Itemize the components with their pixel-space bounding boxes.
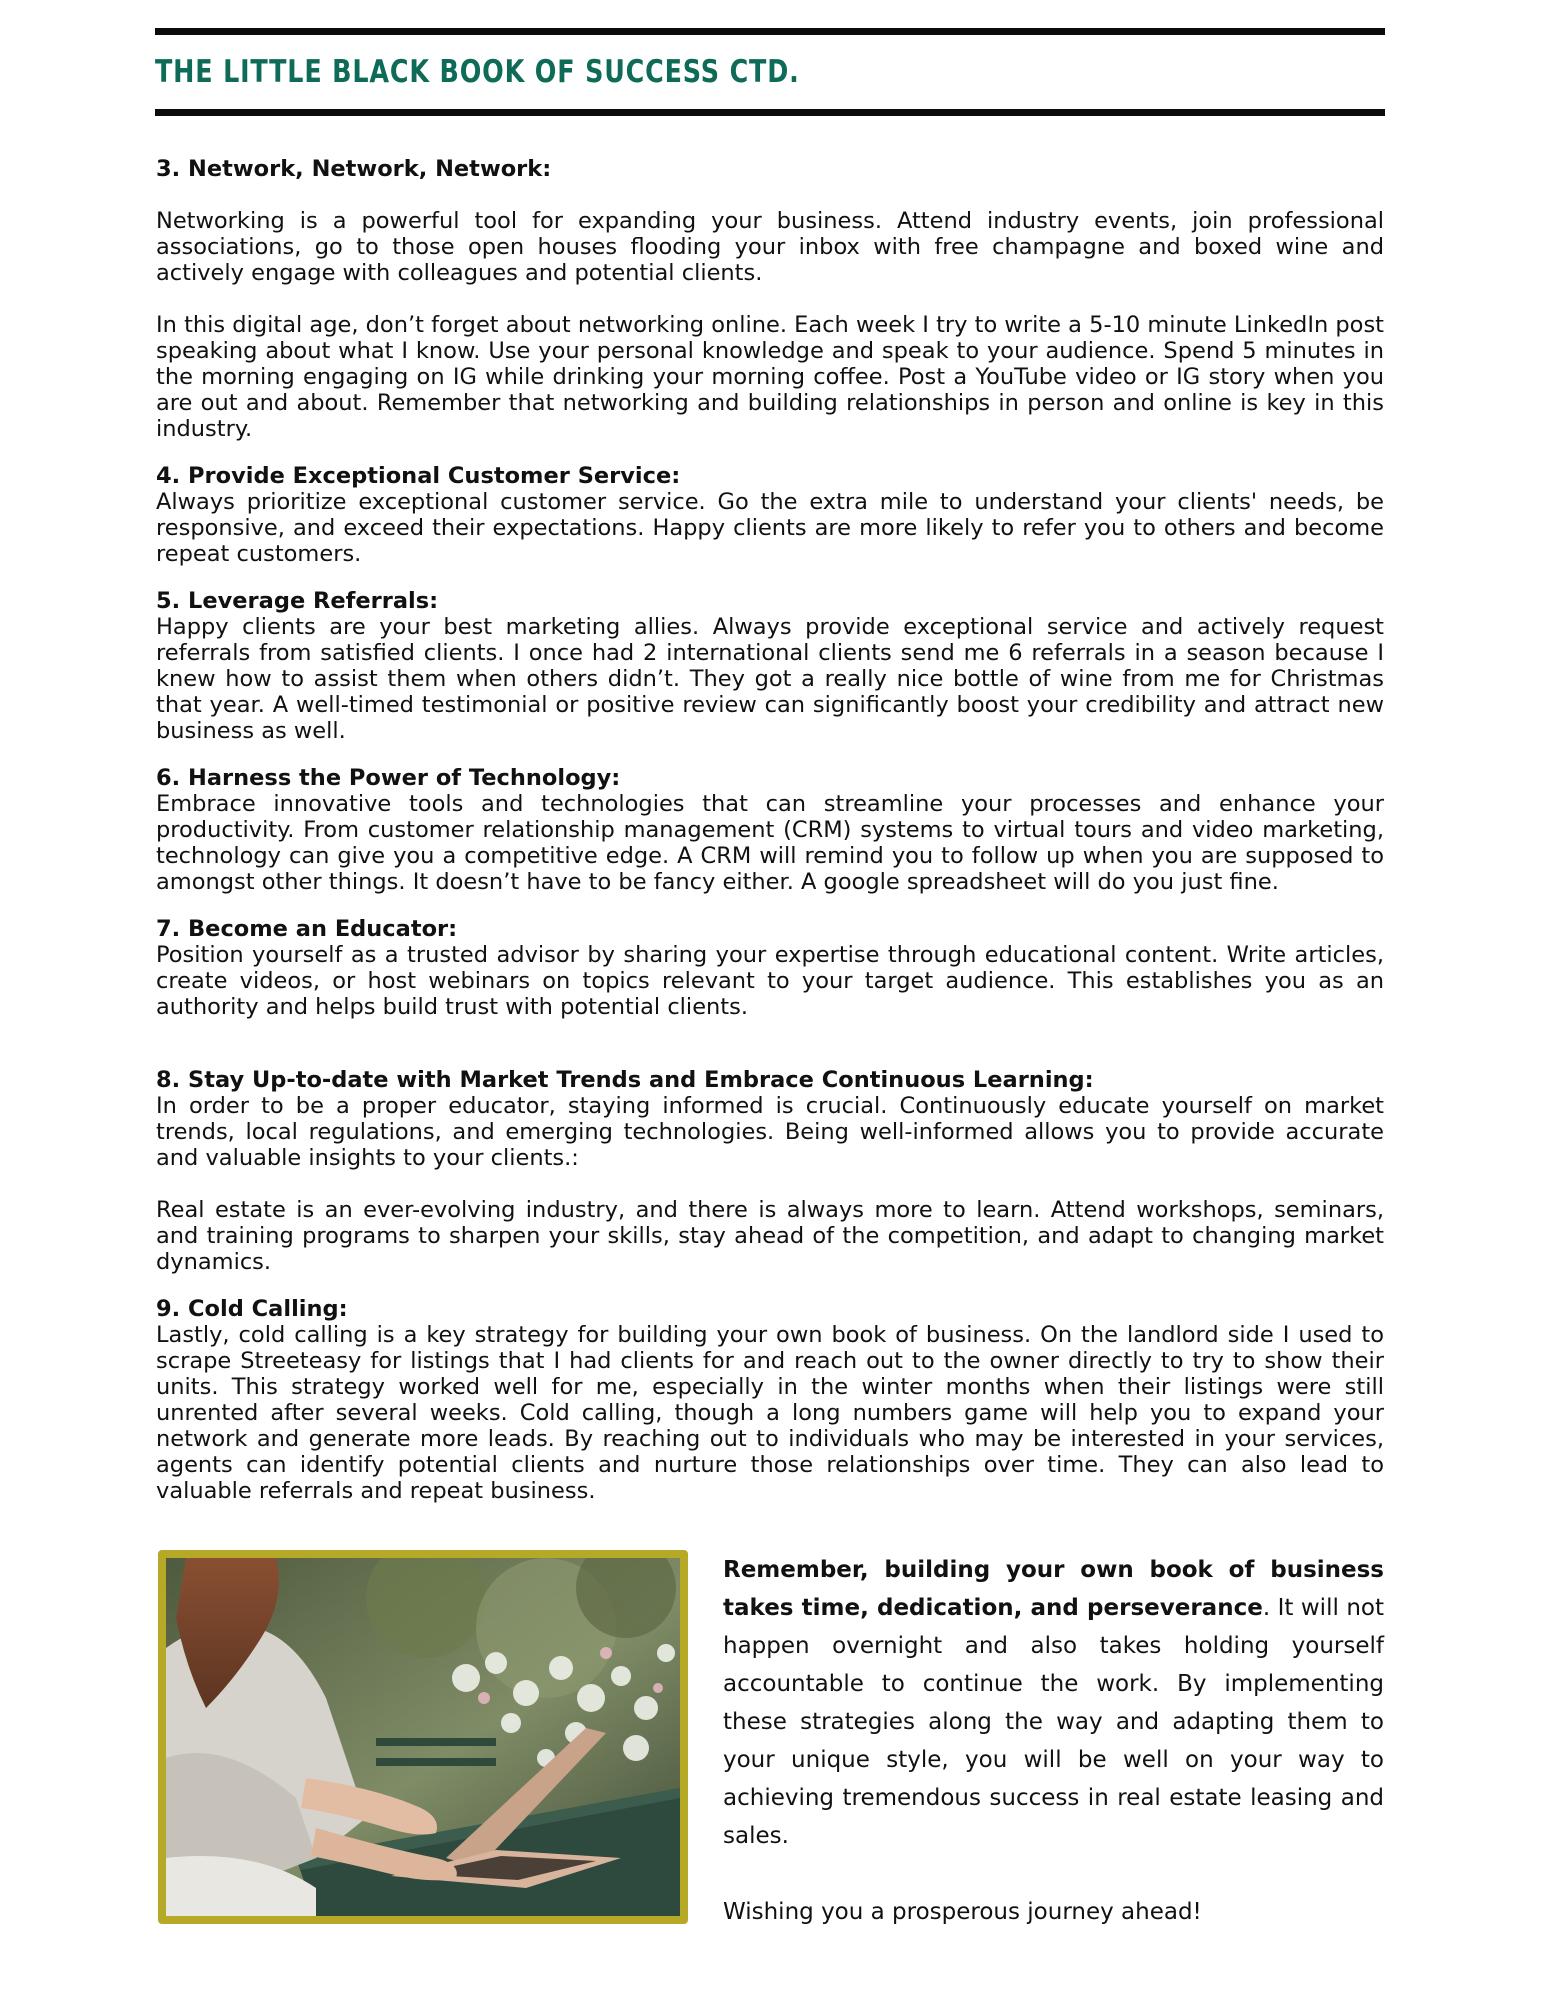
section-paragraph: Happy clients are your best marketing allies. Always provide exceptional service and actively request referrals from satisfied clients. I once had 2 international clients send me 6 referrals in a season because I knew how to assist them when others didn’t. They got a really nice bottle of wine from me for Christmas that year. A well-timed testimonial or positive review can significantly boost your credibility and attract new business as well. <box>156 614 1384 744</box>
section-educator <box>156 916 1384 1020</box>
section-network <box>156 156 1384 442</box>
section-paragraph: In order to be a proper educator, staying informed is crucial. Continuously educate yourself on market trends, local regulations, and emerging technologies. Being well-informed allows you to provide accurate and valuable insights to your clients.: <box>156 1093 1384 1171</box>
section-technology <box>156 765 1384 895</box>
section-paragraph: Position yourself as a trusted advisor by sharing your expertise through educational content. Write articles, create videos, or host webinars on topics relevant to your target audience. This establishes you as an authority and helps build trust with potential clients. <box>156 942 1384 1020</box>
section-heading: 9. Cold Calling: <box>156 1296 348 1322</box>
closing-body: . It will not happen overnight and also takes holding yourself accountable to continue the work. By implementing these strategies along the way and adapting them to your unique style, you will be well on your way to achieving tremendous success in real estate leasing and sales. <box>723 1595 1384 1849</box>
section-paragraph: Networking is a powerful tool for expanding your business. Attend industry events, join professional associations, go to those open houses flooding your inbox with free champagne and boxed wine and actively engage with colleagues and potential clients. <box>156 208 1384 286</box>
laptop-photo-illustration <box>166 1558 680 1916</box>
laptop-photo <box>158 1550 688 1924</box>
header-bottom-rule <box>155 109 1385 116</box>
closing-paragraph <box>723 1551 1384 1855</box>
section-heading: 6. Harness the Power of Technology: <box>156 765 621 791</box>
section-customer-service <box>156 463 1384 567</box>
section-heading: 4. Provide Exceptional Customer Service: <box>156 463 681 489</box>
section-heading: 3. Network, Network, Network: <box>156 156 552 182</box>
section-referrals <box>156 588 1384 744</box>
closing-signoff: Wishing you a prosperous journey ahead! <box>723 1899 1202 1925</box>
section-heading: 5. Leverage Referrals: <box>156 588 439 614</box>
page-header-title: THE LITTLE BLACK BOOK OF SUCCESS CTD. <box>155 54 800 90</box>
section-heading: 8. Stay Up-to-date with Market Trends and Embrace Continuous Learning: <box>156 1067 1094 1093</box>
section-heading: 7. Become an Educator: <box>156 916 458 942</box>
section-market-trends <box>156 1067 1384 1275</box>
section-paragraph: Real estate is an ever-evolving industry, and there is always more to learn. Attend workshops, seminars, and training programs to sharpen your skills, stay ahead of the competition, and adapt to changing market dynamics. <box>156 1197 1384 1275</box>
section-paragraph: Always prioritize exceptional customer service. Go the extra mile to understand your clients' needs, be responsive, and exceed their expectations. Happy clients are more likely to refer you to others and become repeat customers. <box>156 489 1384 567</box>
section-paragraph: Embrace innovative tools and technologies that can streamline your processes and enhance your productivity. From customer relationship management (CRM) systems to virtual tours and video marketing, technology can give you a competitive edge. A CRM will remind you to follow up when you are supposed to amongst other things. It doesn’t have to be fancy either. A google spreadsheet will do you just fine. <box>156 791 1384 895</box>
section-paragraph: Lastly, cold calling is a key strategy for building your own book of business. On the landlord side I used to scrape Streeteasy for listings that I had clients for and reach out to the owner directly to try to show their units. This strategy worked well for me, especially in the winter months when their listings were still unrented after several weeks. Cold calling, though a long numbers game will help you to expand your network and generate more leads. By reaching out to individuals who may be interested in your services, agents can identify potential clients and nurture those relationships over time. They can also lead to valuable referrals and repeat business. <box>156 1322 1384 1504</box>
closing-remarks <box>723 1551 1384 1931</box>
article-body <box>156 156 1384 1504</box>
section-paragraph: In this digital age, don’t forget about networking online. Each week I try to write a 5-10 minute LinkedIn post speaking about what I know. Use your personal knowledge and speak to your audience. Spend 5 minutes in the morning engaging on IG while drinking your morning coffee. Post a YouTube video or IG story when you are out and about. Remember that networking and building relationships in person and online is key in this industry. <box>156 312 1384 442</box>
closing-bold-lead: Remember, building your own book of business takes time, dedication, and perseverance <box>723 1557 1384 1621</box>
section-cold-calling <box>156 1296 1384 1504</box>
top-rule <box>155 28 1385 35</box>
